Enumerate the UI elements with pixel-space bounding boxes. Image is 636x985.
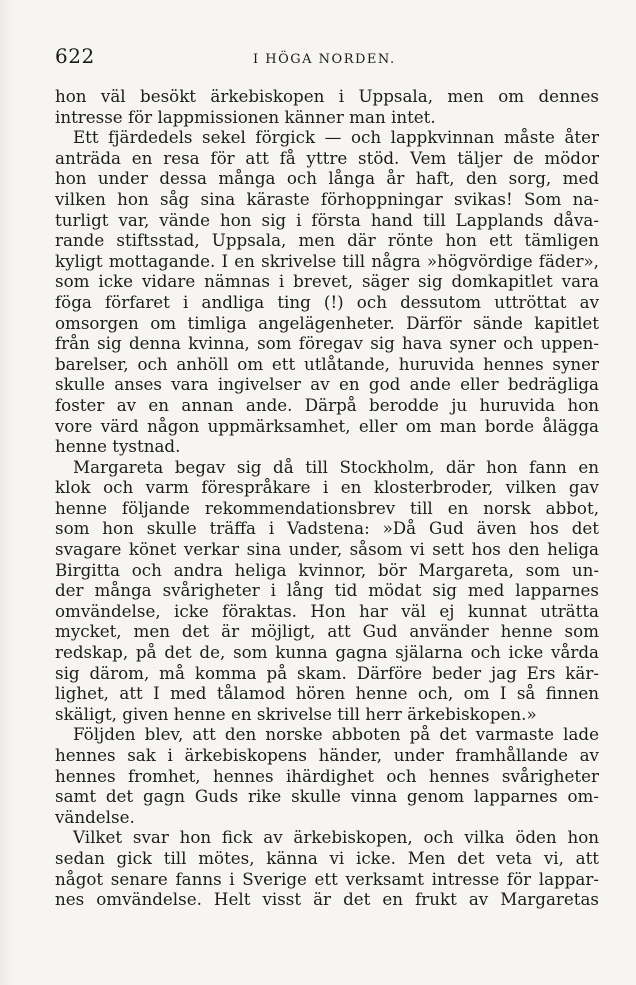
text-line: barelser, och anhöll om ett utlåtande, huruvida hennes syner: [55, 353, 599, 374]
text-line: från sig denna kvinna, som föregav sig hava syner och uppen-: [55, 333, 599, 354]
text-line: hon väl besökt ärkebiskopen i Uppsala, men om dennes: [55, 86, 599, 106]
text-line: samt det gagn Guds rike skulle vinna genom lapparnes om-: [55, 786, 599, 807]
page-edge-shadow: [0, 0, 14, 985]
text-line: lighet, att I med tålamod hören henne och, om I så finnen: [55, 683, 599, 704]
text-line: sedan gick till mötes, känna vi icke. Men det veta vi, att: [55, 847, 599, 868]
text-line: skulle anses vara ingivelser av en god ande eller bedrägliga: [55, 374, 599, 395]
text-line: sig därom, må komma på skam. Därföre beder jag Ers kär-: [55, 662, 599, 683]
text-line: skäligt, given henne en skrivelse till herr ärkebiskopen.»: [55, 703, 537, 724]
text-line: anträda en resa för att få yttre stöd. Vem täljer de mödor: [55, 147, 599, 168]
text-line: hennes sak i ärkebiskopens händer, under framhållande av: [55, 745, 599, 765]
text-line: rande stiftsstad, Uppsala, men där rönte hon ett tämligen: [55, 230, 599, 251]
text-line: vore värd någon uppmärksamhet, eller om man borde ålägga: [55, 415, 599, 436]
page-number: 622: [55, 44, 95, 68]
text-line: föga förfaret i andliga ting (!) och dessutom uttröttat av: [55, 291, 599, 312]
text-line: kyligt mottagande. I en skrivelse till några »högvördige fäder»,: [55, 250, 599, 271]
text-line: Följden blev, att den norske abboten på det varmaste lade: [73, 724, 599, 745]
text-line: redskap, på det de, som kunna gagna själarna och icke vårda: [55, 642, 599, 663]
text-line: vilken hon såg sina käraste förhoppningar svikas! Som na-: [55, 188, 599, 209]
text-line: hon under dessa många och långa år haft, den sorg, med: [55, 168, 599, 189]
running-title: I HÖGA NORDEN.: [253, 52, 396, 67]
text-line: intresse för lappmissionen känner man intet.: [55, 106, 436, 127]
text-line: hennes fromhet, hennes ihärdighet och hennes svårigheter: [55, 765, 599, 786]
text-line: henne följande rekommendationsbrev till en norsk abbot,: [55, 497, 599, 518]
text-line: som hon skulle träffa i Vadstena: »Då Gud även hos det: [55, 518, 599, 539]
text-line: omvändelse, icke föraktas. Hon har väl ej kunnat uträtta: [55, 600, 599, 621]
text-line: Vilket svar hon fick av ärkebiskopen, och vilka öden hon: [73, 827, 599, 848]
text-line: vändelse.: [55, 806, 135, 827]
text-line: henne tystnad.: [55, 436, 181, 457]
text-line: Margareta begav sig då till Stockholm, där hon fann en: [73, 456, 599, 477]
text-line: svagare könet verkar sina under, såsom vi sett hos den heliga: [55, 539, 599, 560]
text-line: något senare fanns i Sverige ett verksamt intresse för lappar-: [55, 868, 599, 889]
text-line: turligt var, vände hon sig i första hand till Lapplands dåva-: [55, 209, 599, 230]
text-line: Ett fjärdedels sekel förgick — och lappkvinnan måste åter: [73, 127, 599, 148]
page-header: [55, 44, 598, 74]
text-line: klok och varm förespråkare i en klosterbroder, vilken gav: [55, 477, 599, 498]
text-line: mycket, men det är möjligt, att Gud använder henne som: [55, 621, 599, 642]
text-line: der många svårigheter i lång tid mödat sig med lapparnes: [55, 580, 599, 601]
text-line: omsorgen om timliga angelägenheter. Därför sände kapitlet: [55, 312, 599, 333]
text-line: Birgitta och andra heliga kvinnor, bör Margareta, som un-: [55, 559, 599, 580]
body-text: [55, 86, 599, 910]
text-line: som icke vidare nämnas i brevet, säger sig domkapitlet vara: [55, 271, 599, 292]
text-line: nes omvändelse. Helt visst är det en frukt av Margaretas: [55, 889, 599, 910]
text-line: foster av en annan ande. Därpå berodde ju huruvida hon: [55, 394, 599, 415]
